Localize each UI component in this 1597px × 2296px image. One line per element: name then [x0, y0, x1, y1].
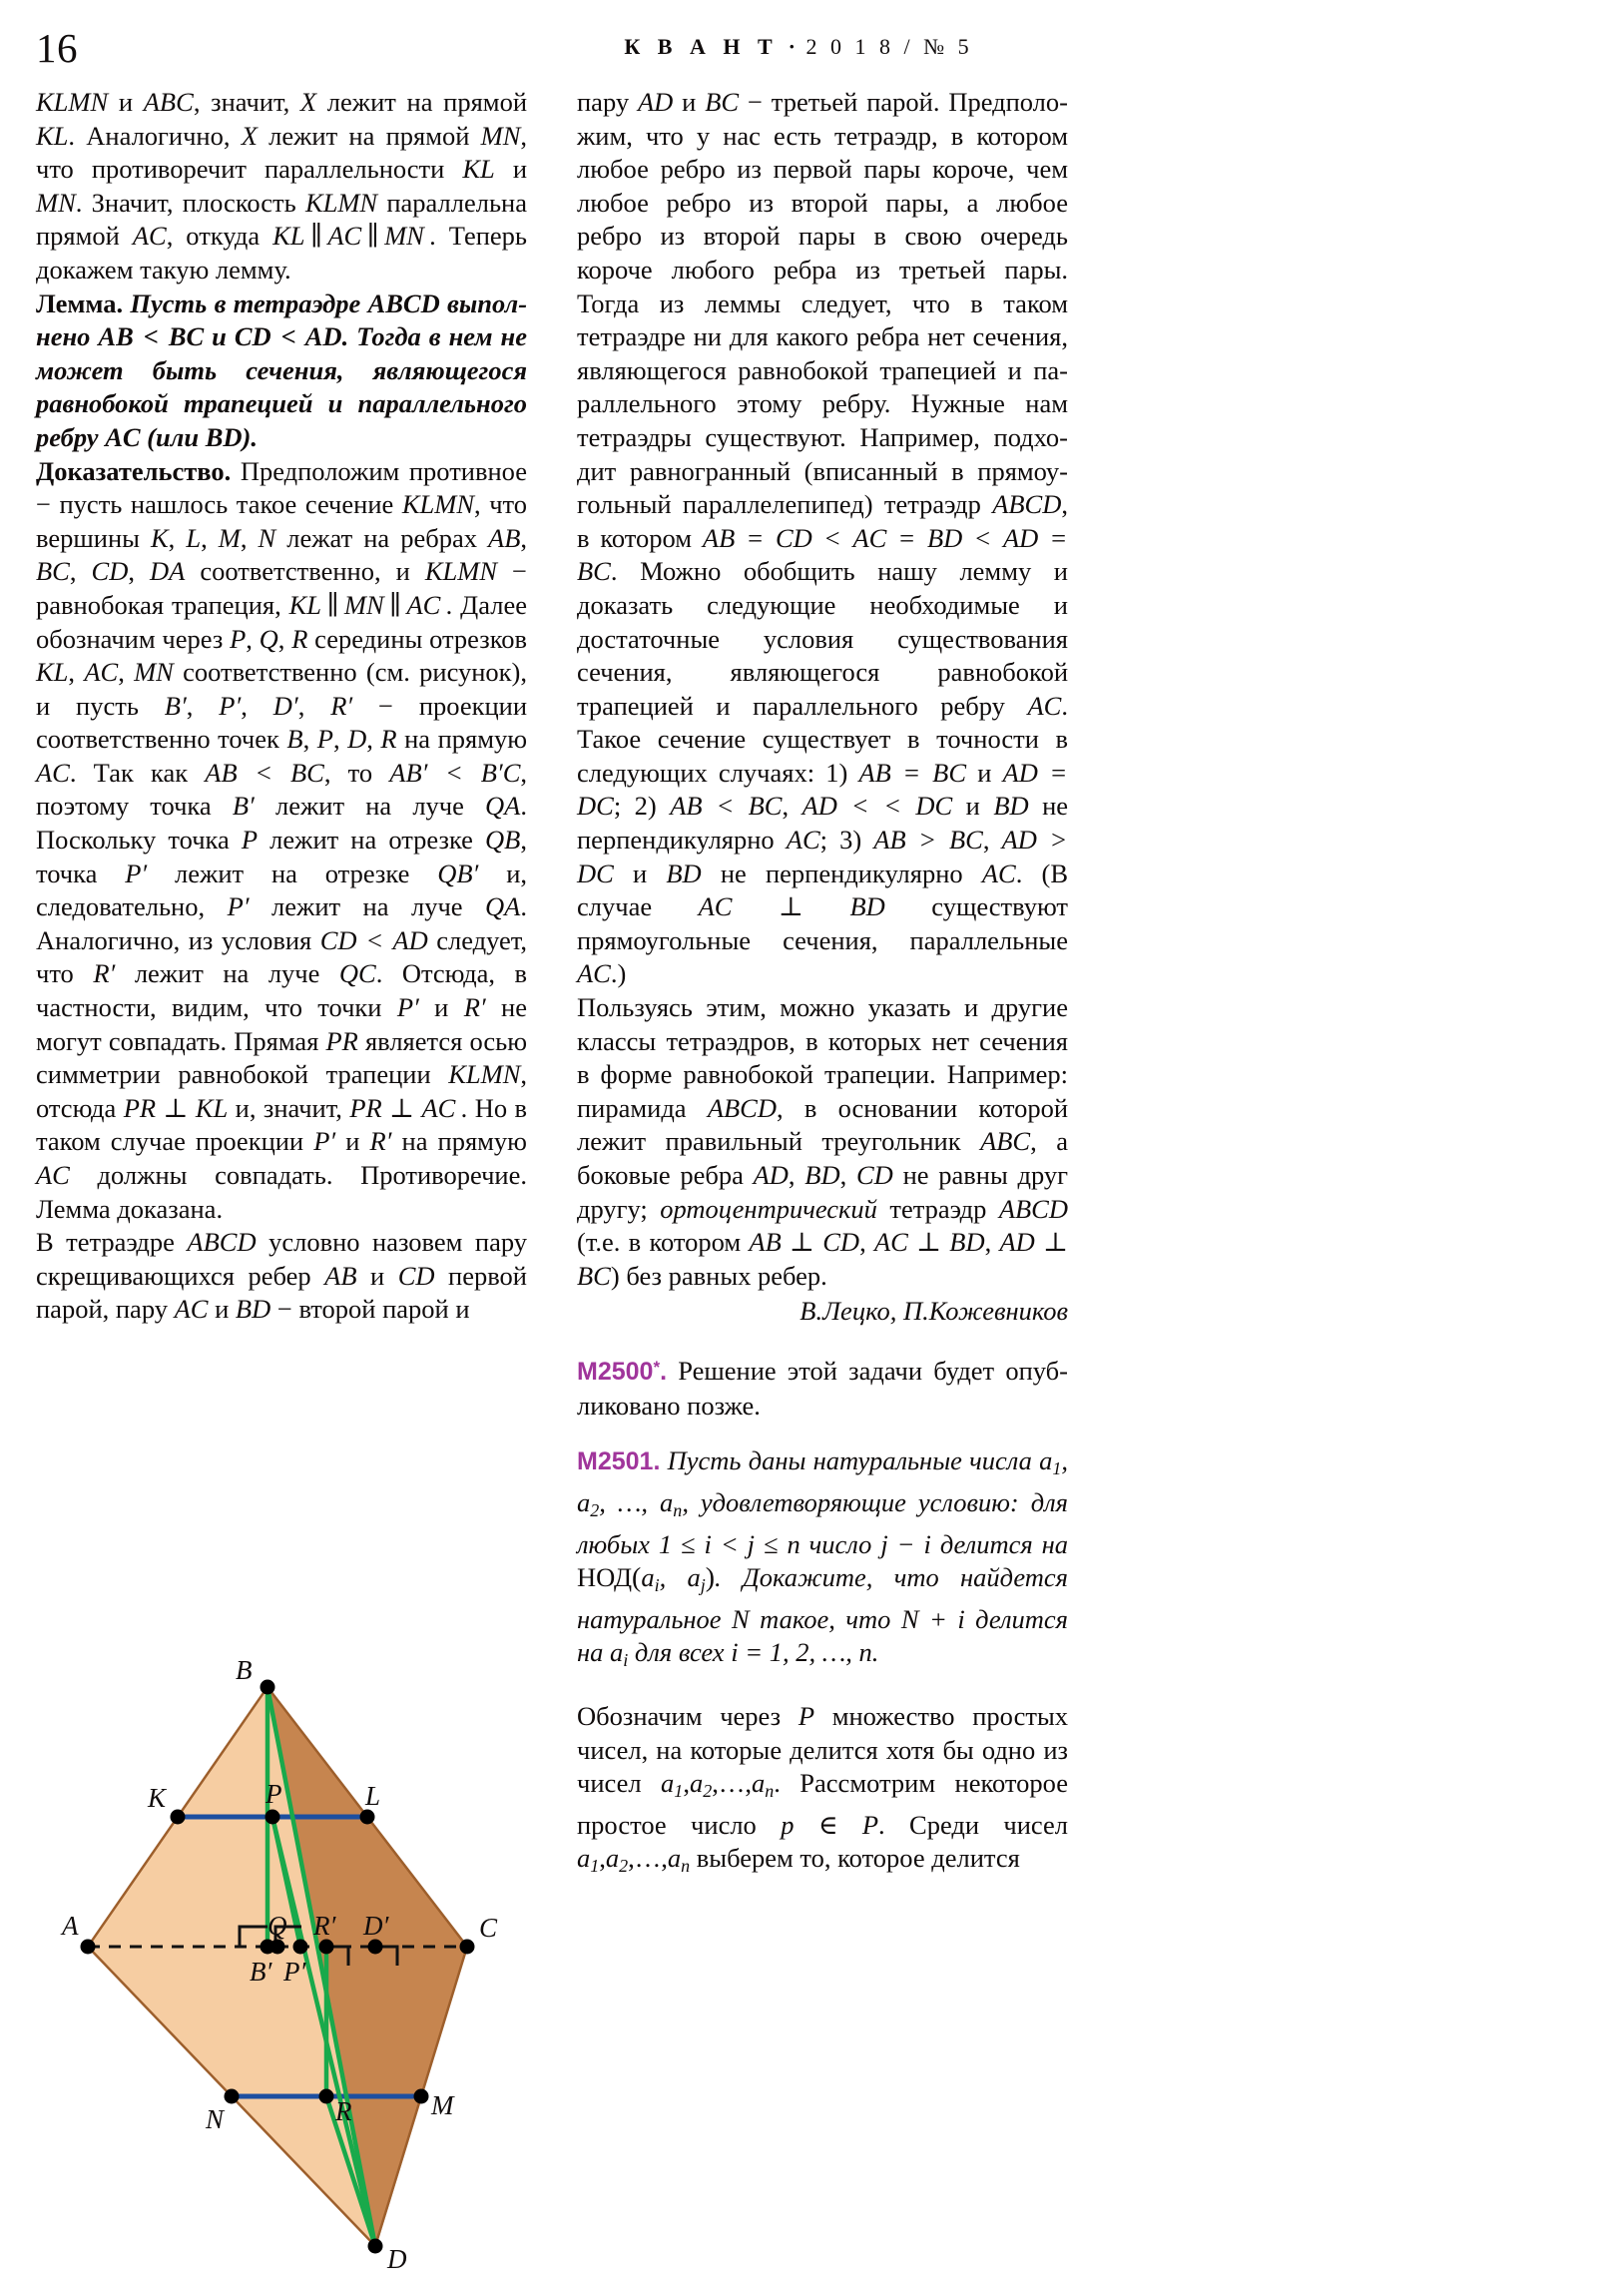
point-Dprime: [368, 1940, 383, 1955]
point-L: [360, 1810, 375, 1825]
point-P: [266, 1810, 280, 1825]
left-column: [36, 86, 527, 1327]
label-M: M: [431, 2090, 454, 2120]
figure-svg: [36, 1635, 535, 2274]
right-column: [577, 86, 1068, 1884]
tetrahedron-figure: [36, 1635, 535, 2274]
point-Rprime: [319, 1940, 334, 1955]
paragraph-classes: Пользуясь этим, можно указать и другие классы тетраэдров, в которых нет сечения в форме равнобокой трапеции. Например: пирамида ABCD, в основании которой лежит правильный треугольник ABC, а боковые ребра AD, BD, CD не равны друг другу; ортоцентрический тетраэдр ABCD (т.е. в котором AB ⊥ CD, AC ⊥ BD, AD ⊥ BC) без равных ребер.: [577, 992, 1069, 1291]
label-A: A: [62, 1911, 79, 1941]
label-C: C: [479, 1913, 498, 1943]
paragraph-lemma: Лемма. Пусть в тетраэдре ABCD выполнено AB < BC и CD < AD. Тогда в нем не может быть сечения, являющегося равнобокой трапецией и параллельного ребру AC (или BD).: [36, 287, 528, 452]
label-Pprime: P′: [283, 1957, 306, 1987]
label-P: P: [266, 1779, 282, 1809]
issue-label: 2 0 1 8 / № 5: [805, 34, 973, 59]
problem-tag-m2501: M2501.: [577, 1447, 661, 1476]
label-L: L: [365, 1781, 381, 1811]
label-N: N: [206, 2104, 225, 2134]
point-N: [225, 2089, 240, 2104]
label-Rprime: R′: [313, 1911, 336, 1941]
journal-name: К В А Н Т: [624, 34, 779, 59]
problem-m2500: M2500*. Решение этой задачи будет опубликовано позже.: [577, 1356, 1068, 1421]
lemma-label: Лемма.: [36, 287, 124, 318]
label-D: D: [387, 2244, 407, 2274]
point-Pprime: [293, 1940, 308, 1955]
label-Q: Q: [267, 1911, 287, 1941]
point-Bprime: [261, 1940, 275, 1955]
journal-title-line: [0, 34, 1597, 60]
label-R: R: [335, 2096, 352, 2126]
running-head: [0, 24, 1597, 70]
label-K: K: [148, 1783, 167, 1813]
problem-tag-m2500: M2500*.: [577, 1357, 668, 1387]
proof-label: Доказательство.: [36, 455, 232, 486]
author-signature: В.Лецко, П.Кожевников: [799, 1296, 1068, 1327]
point-M: [414, 2089, 429, 2104]
problem-m2501: M2501. Пусть даны натуральные числа $a_1$, $a_2$, …, $a_n$, удовлетворяющие условию: для любых 1 ≤ i < j ≤ n число j − i делится на $НОД(a_i$, $a_j$). Докажите, что найдется натуральное N такое, что N + i делится на $a_i$ для всех i = 1, 2, …, n.: [577, 1445, 1069, 1671]
point-R: [319, 2089, 334, 2104]
label-Bprime: B′: [250, 1957, 272, 1987]
point-C: [460, 1940, 475, 1955]
paragraph-klmn: KLMN и ABC, значит, X лежит на прямой KL. Аналогично, X лежит на прямой MN, что противоречит параллельности KL и MN. Значит, плоскость KLMN параллельна прямой AC, откуда KL ∥ AC ∥ MN . Теперь докажем такую лемму.: [36, 87, 528, 285]
point-D: [368, 2239, 383, 2254]
label-Dprime: D′: [363, 1911, 389, 1941]
point-B: [261, 1680, 275, 1695]
point-A: [81, 1940, 96, 1955]
point-K: [171, 1810, 186, 1825]
paragraph-proof: Доказательство. Предположим противное − пусть нашлось такое сечение KLMN, что вершины K, L, M, N лежат на ребрах AB, BC, CD, DA соответственно, и KLMN − равнобокая трапеция, KL ∥ MN ∥ AC . Далее обозначим через P, Q, R середины отрезков KL, AC, MN соответственно (см. рисунок), и пусть B′, P′, D′, R′ − проекции соответственно точек B, P, D, R на прямую AC. Так как AB < BC, то AB′ < B′C, поэтому точка B′ лежит на луче QA. Поскольку точка P лежит на отрезке QB, точка P′ лежит на отрезке QB′ и, следовательно, P′ лежит на луче QA. Аналогично, из условия CD < AD следует, что R′ лежит на луче QC. Отсюда, в частности, видим, что точки P′ и R′ не могут совпадать. Прямая PR является осью симметрии равнобокой трапеции KLMN, отсюда PR ⊥ KL и, значит, PR ⊥ AC . Но в таком случае проекции P′ и R′ на прямую AC должны совпадать. Противоречие. Лемма доказана.: [36, 455, 528, 1224]
paragraph-solution: Обозначим через P множество простых чисел, на которые делится хотя бы одно из чисел $a_1,a_2,\dots,a_n$. Рассмотрим некоторое простое число p ∈ P. Среди чисел $a_1,a_2,\dots,a_n$ выберем то, которое делится: [577, 1700, 1068, 1877]
separator-dot: ·: [788, 34, 797, 59]
paragraph-pairs: В тетраэдре ABCD условно назовем пару скрещивающихся ребер AB и CD первой парой, пару AC и BD − второй парой и: [36, 1227, 528, 1325]
page-number: 16: [36, 25, 78, 71]
paragraph-third-pair: пару AD и BC − третьей парой. Предположим, что у нас есть тетраэдр, в котором любое ребро из первой пары короче, чем любое ребро из второй пары, а любое ребро из второй пары в свою очередь короче любого ребра из третьей пары. Тогда из леммы следует, что в таком тетраэдре ни для какого ребра нет сечения, являющегося равнобокой трапецией и параллельного этому ребру. Нужные нам тетраэдры существуют. Например, подходит равногранный (вписанный в прямоугольный параллелепипед) тетраэдр ABCD, в котором AB = CD < AC = BD < AD = BC. Можно обобщить нашу лемму и доказать следующие необходимые и достаточные условия существования сечения, являющегося равнобокой трапецией и параллельного ребру AC. Такое сечение существует в точности в следующих случаях: 1) AB = BC и AD = DC; 2) AB < BC, AD < < DC и BD не перпендикулярно AC; 3) AB > BC, AD > DC и BD не перпендикулярно AC. (В случае AC ⊥ BD существуют прямоугольные сечения, параллельные AC.): [577, 87, 1069, 989]
label-B: B: [236, 1655, 253, 1685]
